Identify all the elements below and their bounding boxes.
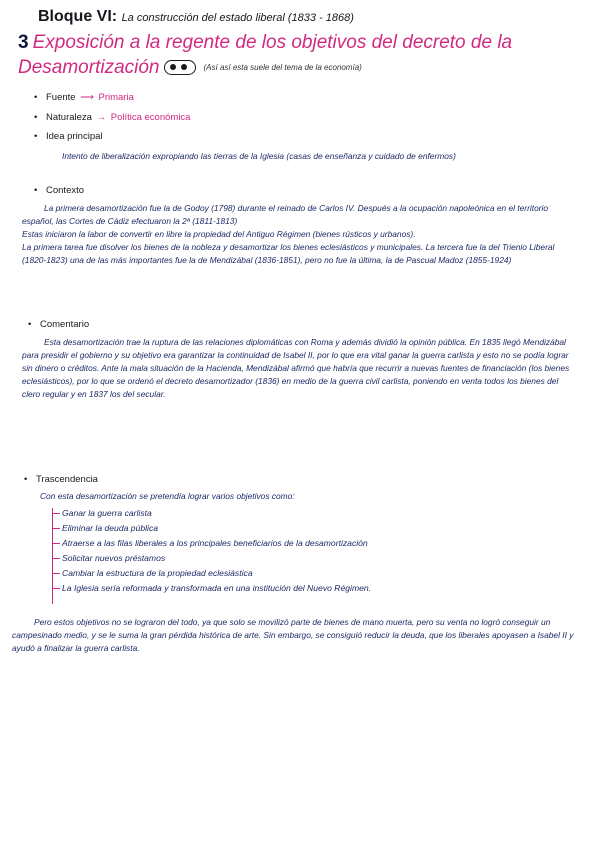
list-item: Atraerse a las filas liberales a los principales beneficiarios de la desamortización: [52, 536, 572, 551]
section-heading-text: Exposición a la regente de los objetivos del decreto de la Desamortización: [18, 32, 513, 78]
page-title: Bloque VI: La construcción del estado liberal (1833 - 1868): [38, 8, 354, 25]
arrow-right-icon: ⟶: [80, 92, 94, 103]
goals-list: [52, 506, 572, 596]
list-item: Ganar la guerra carlista: [52, 506, 572, 521]
list-item: La Iglesia sería reformada y transformada en una institución del Nuevo Régimen.: [52, 581, 572, 596]
arrow-right-icon: →: [96, 112, 107, 123]
field-idea-principal: • Idea principal: [46, 131, 103, 142]
field-comentario: • Comentario: [40, 319, 89, 330]
section-number: 3: [18, 32, 29, 53]
list-item: Cambiar la estructura de la propiedad eclesiástica: [52, 566, 572, 581]
idea-paragraph: Intento de liberalización expropiando las tierras de la Iglesia (casas de enseñanza y cuidado de enfermos): [62, 151, 456, 161]
trascendencia-intro: Con esta desamortización se pretendía lograr varios objetivos como:: [40, 491, 295, 501]
comentario-paragraph: Esta desamortización trae la ruptura de las relaciones diplomáticas con Roma y además dividió la opinión pública. En 1835 llegó Mendizábal para presidir el gobierno y su objetivo era garantizar la continuidad de Isabel II, por lo que era vital ganar la guerra carlista y esto no se podía lograr sin dinero o créditos. Ante la mala situación de la Hacienda, Mendizábal afirmó que habría que recurrir a nuevas fuentes de financiación (los bienes eclesiásticos), por lo que se ordenó el decreto desamortizador (1836) en medio de la guerra civil carlista, poniendo en venta todos los bienes del clero regular y en 1837 los del secular.: [22, 337, 570, 399]
conclusion-paragraph: Pero estos objetivos no se lograron del todo, ya que solo se movilizó parte de bienes de mano muerta, pero su venta no logró conseguir un campesinado medio, y se le suma la gran pérdida histórica de arte. Sin embargo, se consiguió reducir la deuda, que los liberales apoyasen a Isabel II y ayudó a finalizar la guerra carlista.: [12, 617, 574, 653]
field-fuente: • Fuente ⟶ Primaria: [46, 92, 134, 103]
section-heading: [18, 30, 588, 80]
field-contexto: • Contexto: [46, 185, 84, 196]
list-item: Eliminar la deuda pública: [52, 521, 572, 536]
list-item: Solicitar nuevos préstamos: [52, 551, 572, 566]
contexto-paragraph: La primera desamortización fue la de Godoy (1798) durante el reinado de Carlos IV. Después a la ocupación napoleónica en el territorio español, las Cortes de Cádiz efectuaron la 2ª (1811-1813) Estas iniciaron la labor de convertir en libre la propiedad del Antiguo Régimen (bienes rústicos y urbanos). La primera tarea fue disolver los bienes de la nobleza y desamortizar los bienes eclesiásticos y municipales. La tercera fue la del Trienio Liberal (1820-1823) una de las más importantes fue la de Mendizábal (1836-1851), pero no fue la última, la de Pascual Madoz (1855-1924): [22, 203, 555, 265]
field-trascendencia: • Trascendencia: [36, 474, 98, 485]
heading-note: (Así así esta suele del tema de la economía): [203, 63, 362, 73]
doodle-icon: [164, 60, 196, 75]
field-naturaleza: • Naturaleza → Política económica: [46, 112, 190, 123]
